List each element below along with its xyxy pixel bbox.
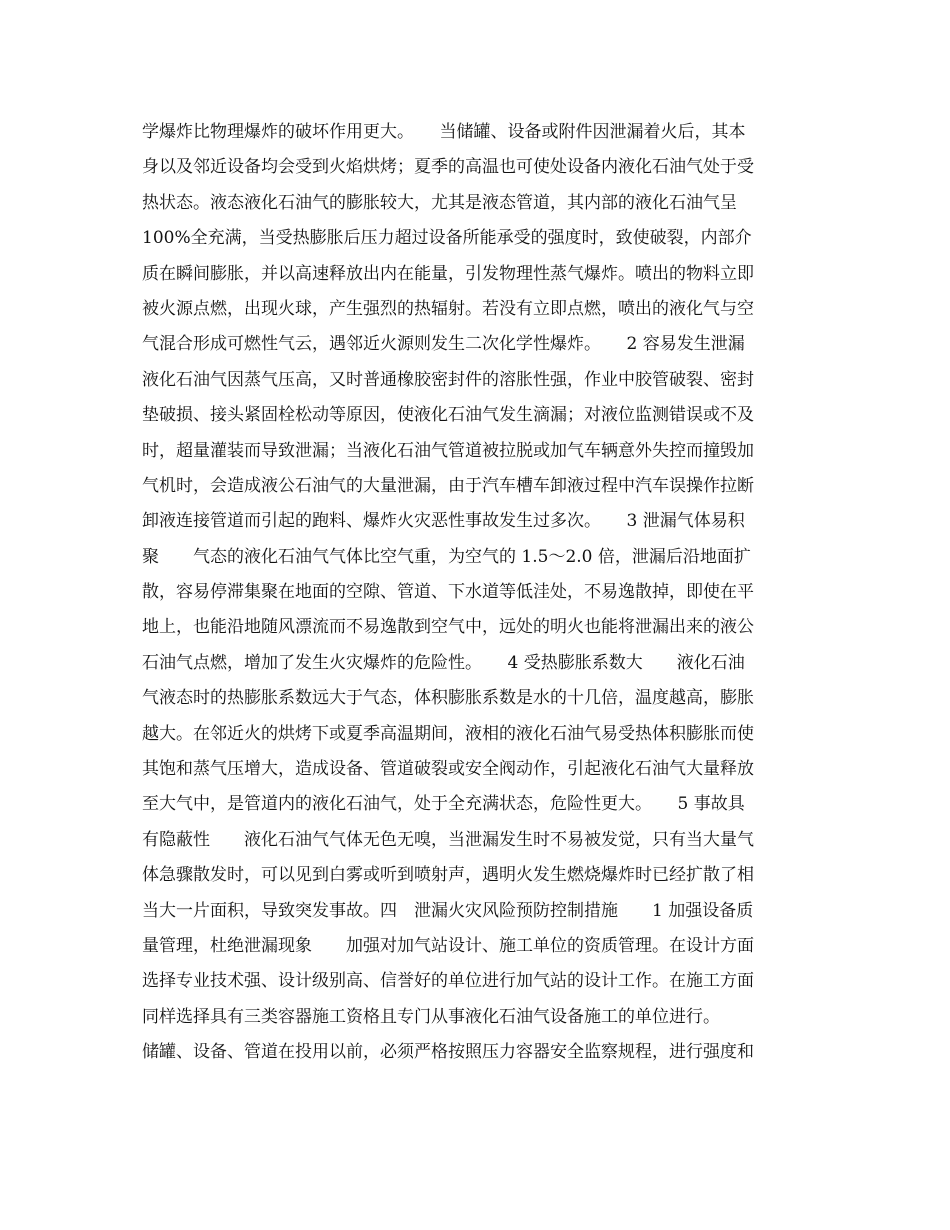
text-line: 石油气点燃，增加了发生火灾爆炸的危险性。 4 受热膨胀系数大 液化石油 xyxy=(142,652,745,673)
text-line: 选择专业技术强、设计级别高、信誉好的单位进行加气站的设计工作。在施工方面 xyxy=(142,971,754,992)
text-line: 气机时，会造成液公石油气的大量泄漏，由于汽车槽车卸液过程中汽车误操作拉断 xyxy=(142,475,754,496)
text-line: 学爆炸比物理爆炸的破坏作用更大。 当储罐、设备或附件因泄漏着火后，其本 xyxy=(142,122,746,142)
text-line: 时，超量灌装而导致泄漏；当液化石油气管道被拉脱或加气车辆意外失控而撞毁加 xyxy=(142,440,754,461)
text-line: 储罐、设备、管道在投用以前，必须严格按照压力容器安全监察规程，进行强度和 xyxy=(142,1042,754,1063)
text-line: 热状态。液态液化石油气的膨胀较大，尤其是液态管道，其内部的液化石油气呈 xyxy=(142,192,737,213)
text-line: 体急骤散发时，可以见到白雾或听到喷射声，遇明火发生燃烧爆炸时已经扩散了相 xyxy=(142,865,754,886)
text-line: 散，容易停滞集聚在地面的空隙、管道、下水道等低洼处，不易逸散掉，即使在平 xyxy=(142,582,754,603)
text-line: 越大。在邻近火的烘烤下或夏季高温期间，液相的液化石油气易受热体积膨胀而使 xyxy=(142,723,754,744)
text-line: 液化石油气因蒸气压高，又时普通橡胶密封件的溶胀性强，作业中胶管破裂、密封 xyxy=(142,369,754,390)
text-line: 被火源点燃，出现火球，产生强烈的热辐射。若没有立即点燃，喷出的液化气与空 xyxy=(142,298,754,319)
body-text xyxy=(142,115,822,1071)
text-line: 100%全充满，当受热膨胀后压力超过设备所能承受的强度时，致使破裂，内部介 xyxy=(142,228,752,249)
text-line: 同样选择具有三类容器施工资格且专门从事液化石油气设备施工的单位进行。 xyxy=(142,1006,720,1027)
text-line: 气液态时的热膨胀系数远大于气态，体积膨胀系数是水的十几倍，温度越高，膨胀 xyxy=(142,688,754,709)
text-line: 当大一片面积，导致突发事故。四 泄漏火灾风险预防控制措施 1 加强设备质 xyxy=(142,900,754,921)
text-line: 质在瞬间膨胀，并以高速释放出内在能量，引发物理性蒸气爆炸。喷出的物料立即 xyxy=(142,263,754,284)
text-line: 聚 气态的液化石油气气体比空气重，为空气的 1.5～2.0 倍，泄漏后沿地面扩 xyxy=(142,546,751,567)
text-line: 至大气中，是管道内的液化石油气，处于全充满状态，危险性更大。 5 事故具 xyxy=(142,794,745,815)
text-line: 其饱和蒸气压增大，造成设备、管道破裂或安全阀动作，引起液化石油气大量释放 xyxy=(142,759,754,780)
text-line: 垫破损、接头紧固栓松动等原因，使液化石油气发生滴漏；对液位监测错误或不及 xyxy=(142,405,754,426)
text-line: 身以及邻近设备均会受到火焰烘烤；夏季的高温也可使处设备内液化石油气处于受 xyxy=(142,157,754,178)
text-line: 气混合形成可燃性气云，遇邻近火源则发生二次化学性爆炸。 2 容易发生泄漏 xyxy=(142,334,745,355)
text-line: 地上，也能沿地随风漂流而不易逸散到空气中，远处的明火也能将泄漏出来的液公 xyxy=(142,617,754,638)
text-line: 量管理，杜绝泄漏现象 加强对加气站设计、施工单位的资质管理。在设计方面 xyxy=(142,935,754,956)
text-line: 有隐蔽性 液化石油气气体无色无嗅，当泄漏发生时不易被发觉，只有当大量气 xyxy=(142,829,754,850)
text-line: 卸液连接管道而引起的跑料、爆炸火灾恶性事故发生过多次。 3 泄漏气体易积 xyxy=(142,511,745,532)
